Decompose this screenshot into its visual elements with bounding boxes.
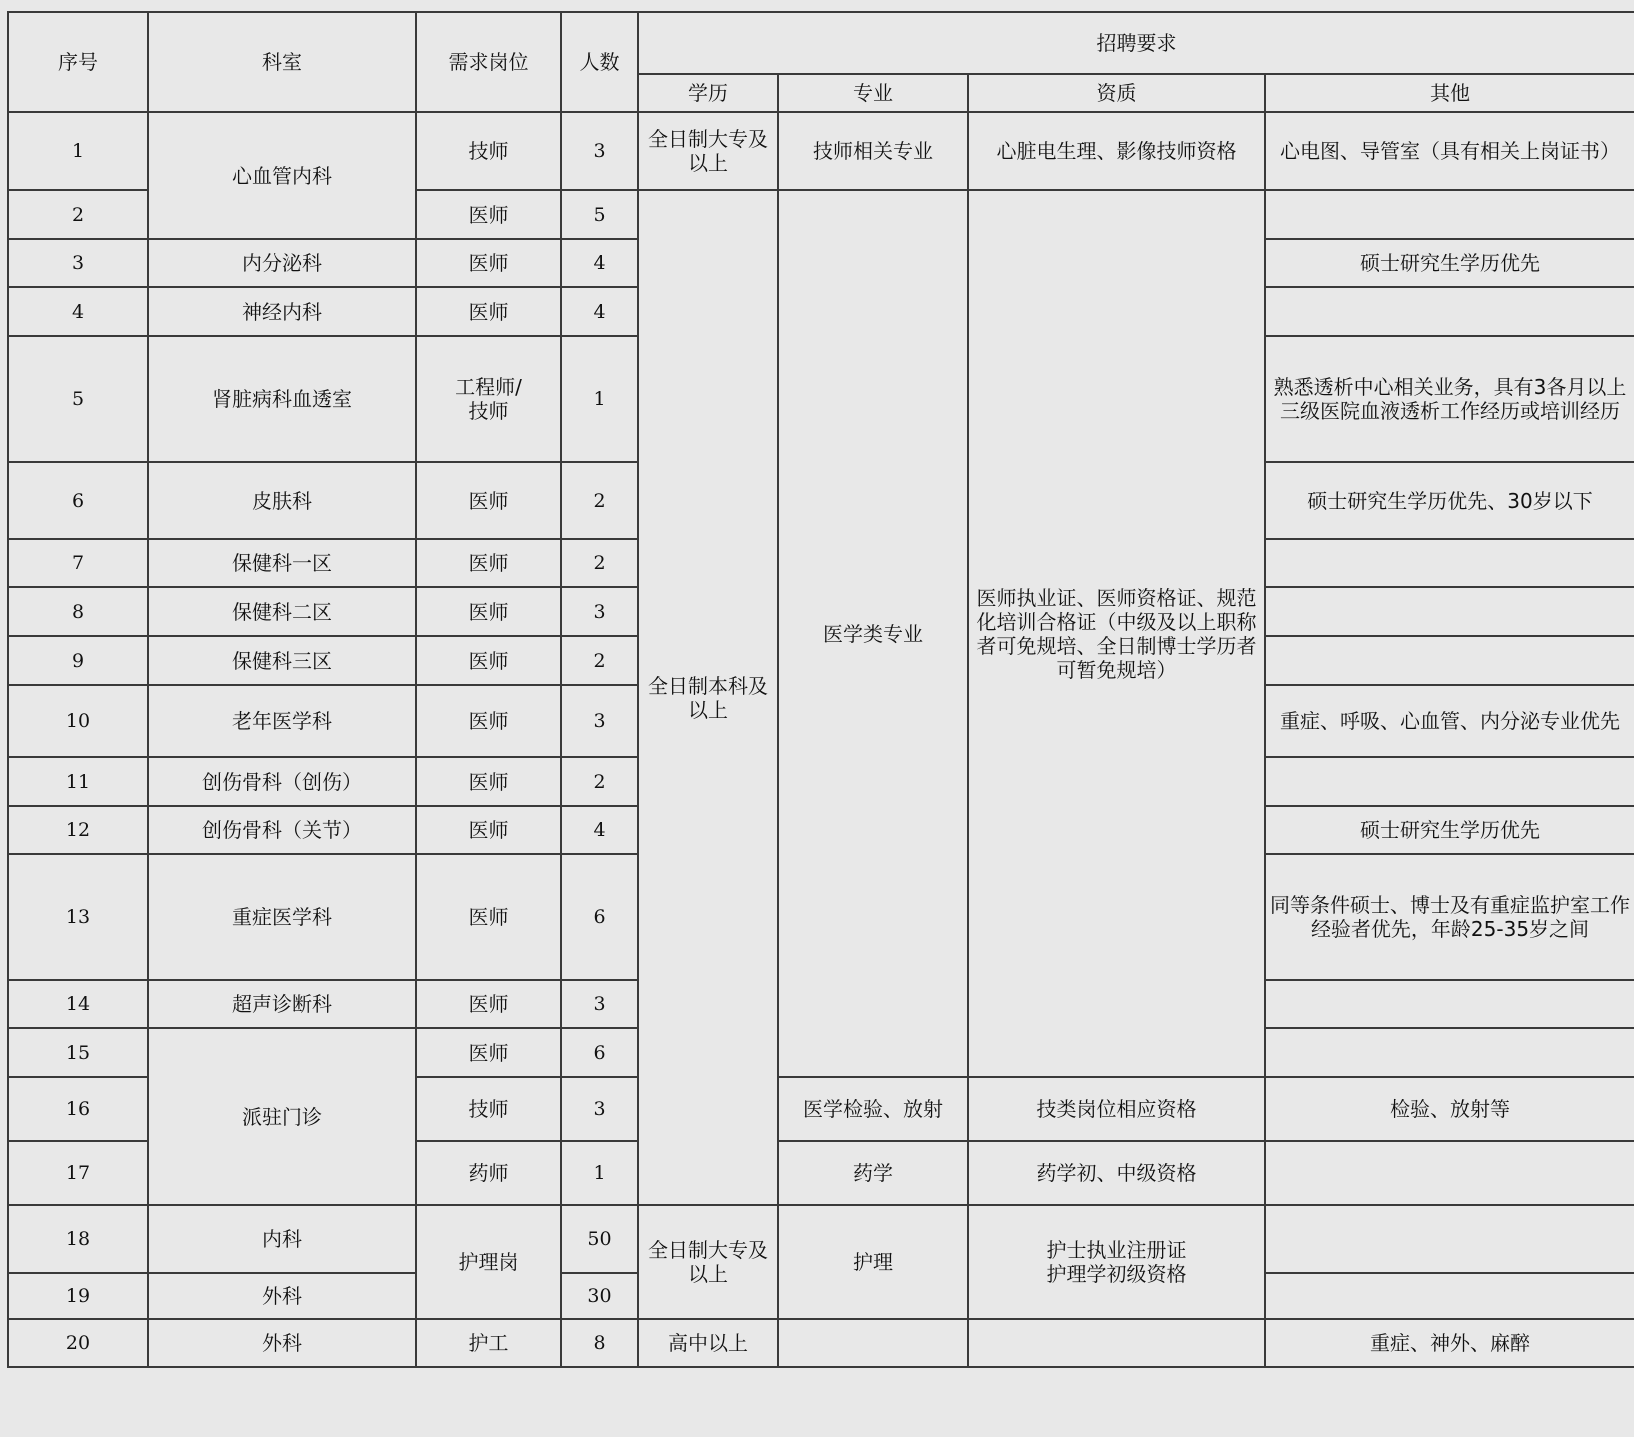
dept-cell: 重症医学科 [148,854,416,980]
position-cell: 技师 [416,1077,561,1141]
count-cell: 3 [561,685,638,757]
header-other: 其他 [1265,74,1634,112]
dept-cell: 保健科一区 [148,539,416,587]
count-cell: 5 [561,190,638,239]
other-cell [1265,757,1634,806]
header-education: 学历 [638,74,778,112]
dept-cell: 派驻门诊 [148,1028,416,1205]
count-cell: 3 [561,112,638,190]
dept-cell: 内分泌科 [148,239,416,287]
other-cell: 硕士研究生学历优先 [1265,806,1634,854]
position-cell: 医师 [416,980,561,1028]
table-row [8,1205,1634,1273]
other-cell: 心电图、导管室（具有相关上岗证书） [1265,112,1634,190]
education-cell: 高中以上 [638,1319,778,1367]
seq-cell: 5 [8,336,148,462]
count-cell: 3 [561,587,638,636]
count-cell: 3 [561,1077,638,1141]
seq-cell: 7 [8,539,148,587]
dept-cell: 神经内科 [148,287,416,336]
major-cell: 技师相关专业 [778,112,968,190]
dept-cell: 保健科二区 [148,587,416,636]
count-cell: 1 [561,336,638,462]
education-cell: 全日制本科及以上 [638,190,778,1205]
count-cell: 50 [561,1205,638,1273]
position-cell: 医师 [416,636,561,685]
position-cell: 医师 [416,854,561,980]
major-cell [778,1319,968,1367]
count-cell: 4 [561,287,638,336]
major-cell: 护理 [778,1205,968,1319]
other-cell [1265,1141,1634,1205]
other-cell: 重症、神外、麻醉 [1265,1319,1634,1367]
dept-cell: 肾脏病科血透室 [148,336,416,462]
count-cell: 6 [561,854,638,980]
dept-cell: 皮肤科 [148,462,416,539]
position-cell: 医师 [416,1028,561,1077]
count-cell: 3 [561,980,638,1028]
other-cell: 硕士研究生学历优先 [1265,239,1634,287]
other-cell: 同等条件硕士、博士及有重症监护室工作经验者优先，年龄25-35岁之间 [1265,854,1634,980]
count-cell: 4 [561,806,638,854]
qualification-cell: 药学初、中级资格 [968,1141,1265,1205]
position-cell: 医师 [416,462,561,539]
seq-cell: 14 [8,980,148,1028]
position-cell: 医师 [416,587,561,636]
seq-cell: 1 [8,112,148,190]
seq-cell: 8 [8,587,148,636]
other-cell: 硕士研究生学历优先、30岁以下 [1265,462,1634,539]
seq-cell: 20 [8,1319,148,1367]
seq-cell: 9 [8,636,148,685]
seq-cell: 10 [8,685,148,757]
qualification-cell [968,1205,1265,1319]
qualification-cell [968,1319,1265,1367]
count-cell: 1 [561,1141,638,1205]
dept-cell: 外科 [148,1273,416,1319]
dept-cell: 保健科三区 [148,636,416,685]
other-cell [1265,287,1634,336]
major-cell: 医学类专业 [778,190,968,1077]
dept-cell: 心血管内科 [148,112,416,239]
count-cell: 4 [561,239,638,287]
seq-cell: 16 [8,1077,148,1141]
header-qualification: 资质 [968,74,1265,112]
header-position: 需求岗位 [416,12,561,112]
dept-cell: 超声诊断科 [148,980,416,1028]
other-cell: 检验、放射等 [1265,1077,1634,1141]
position-cell: 医师 [416,190,561,239]
position-cell: 工程师/技师 [416,336,561,462]
seq-cell: 11 [8,757,148,806]
qualification-line: 护理学初级资格 [1046,1262,1187,1286]
seq-cell: 19 [8,1273,148,1319]
major-cell: 药学 [778,1141,968,1205]
position-cell: 护理岗 [416,1205,561,1319]
position-cell: 医师 [416,757,561,806]
seq-cell: 18 [8,1205,148,1273]
position-cell: 医师 [416,539,561,587]
other-cell [1265,1028,1634,1077]
seq-cell: 15 [8,1028,148,1077]
count-cell: 2 [561,462,638,539]
count-cell: 2 [561,757,638,806]
header-dept: 科室 [148,12,416,112]
qualification-cell: 心脏电生理、影像技师资格 [968,112,1265,190]
qualification-cell: 技类岗位相应资格 [968,1077,1265,1141]
count-cell: 2 [561,636,638,685]
recruitment-table [7,11,1634,1368]
seq-cell: 3 [8,239,148,287]
table-row [8,112,1634,190]
other-cell [1265,190,1634,239]
dept-cell: 创伤骨科（创伤） [148,757,416,806]
header-count: 人数 [561,12,638,112]
count-cell: 2 [561,539,638,587]
position-cell: 医师 [416,806,561,854]
seq-cell: 17 [8,1141,148,1205]
dept-cell: 内科 [148,1205,416,1273]
qualification-line: 护士执业注册证 [1046,1238,1187,1262]
position-cell: 技师 [416,112,561,190]
position-cell: 医师 [416,239,561,287]
other-cell [1265,1273,1634,1319]
other-cell: 熟悉透析中心相关业务，具有3各月以上三级医院血液透析工作经历或培训经历 [1265,336,1634,462]
education-cell: 全日制大专及以上 [638,1205,778,1319]
other-cell [1265,587,1634,636]
other-cell [1265,980,1634,1028]
other-cell [1265,539,1634,587]
dept-cell: 老年医学科 [148,685,416,757]
dept-cell: 外科 [148,1319,416,1367]
qualification-cell: 医师执业证、医师资格证、规范化培训合格证（中级及以上职称者可免规培、全日制博士学历者可暂免规培） [968,190,1265,1077]
header-major: 专业 [778,74,968,112]
count-cell: 6 [561,1028,638,1077]
position-cell: 医师 [416,287,561,336]
position-cell: 医师 [416,685,561,757]
table-row [8,1319,1634,1367]
header-requirements: 招聘要求 [638,12,1634,74]
other-cell: 重症、呼吸、心血管、内分泌专业优先 [1265,685,1634,757]
seq-cell: 6 [8,462,148,539]
position-cell: 药师 [416,1141,561,1205]
other-cell [1265,1205,1634,1273]
dept-cell: 创伤骨科（关节） [148,806,416,854]
position-cell: 护工 [416,1319,561,1367]
seq-cell: 2 [8,190,148,239]
major-cell: 医学检验、放射 [778,1077,968,1141]
header-seq: 序号 [8,12,148,112]
seq-cell: 12 [8,806,148,854]
other-cell [1265,636,1634,685]
count-cell: 30 [561,1273,638,1319]
seq-cell: 13 [8,854,148,980]
count-cell: 8 [561,1319,638,1367]
seq-cell: 4 [8,287,148,336]
education-cell: 全日制大专及以上 [638,112,778,190]
